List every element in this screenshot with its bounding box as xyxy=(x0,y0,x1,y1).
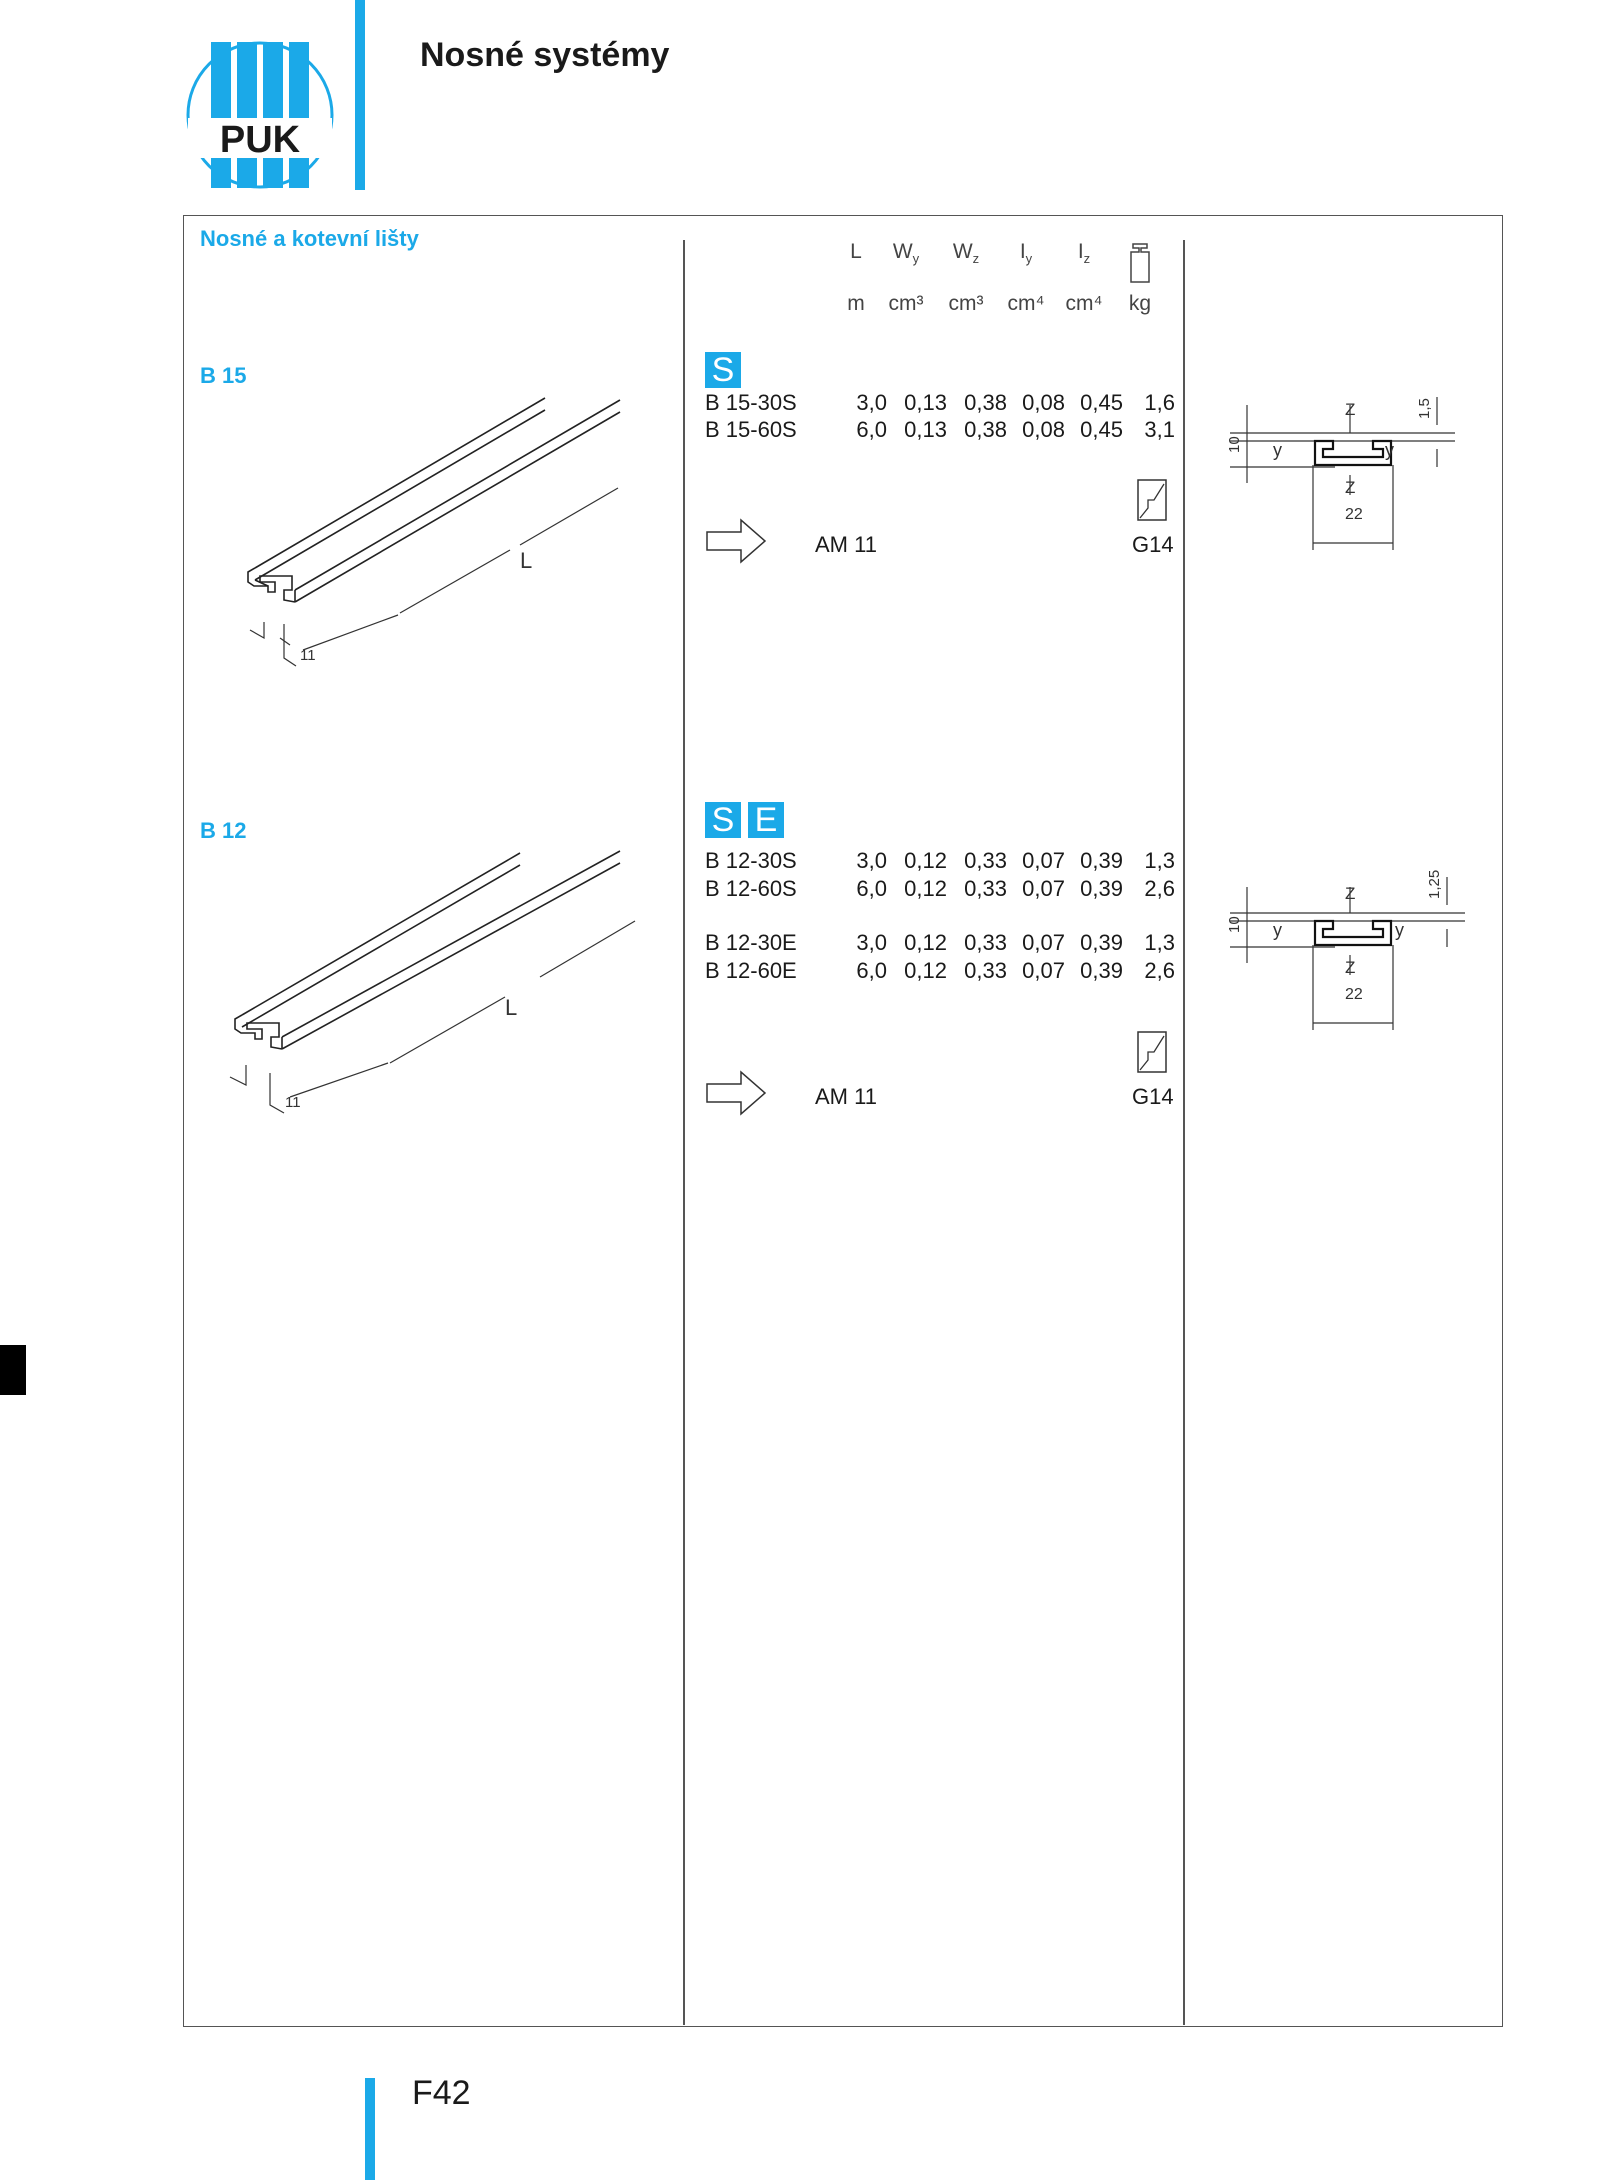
col-header-Iz: $I_z$ xyxy=(1077,240,1091,267)
col-unit-kg: kg xyxy=(1128,292,1152,315)
badge-E: E xyxy=(748,802,784,838)
accessory-ref: AM 11 xyxy=(815,532,877,557)
length-label: L xyxy=(505,995,518,1020)
logo-text: PUK xyxy=(219,119,301,161)
col-header-Wz: $W_z$ xyxy=(952,240,980,267)
width-label: 11 xyxy=(300,647,316,664)
product-name: B 15 xyxy=(200,363,247,388)
col-header-Wy: $W_y$ xyxy=(892,240,920,267)
page-title: Nosné systémy xyxy=(420,36,670,74)
axis-z-bottom: Z xyxy=(1345,478,1356,497)
footer-accent-bar xyxy=(365,2078,375,2180)
axis-y-left: y xyxy=(1273,440,1282,460)
badge-S: S xyxy=(705,802,741,838)
col-unit-Iy: cm⁴ xyxy=(1007,292,1045,315)
cross-section-drawing xyxy=(1225,385,1475,555)
accessory-ref: AM 11 xyxy=(815,1084,877,1109)
section-title: Nosné a kotevní lišty xyxy=(200,226,419,251)
width-label: 11 xyxy=(285,1094,301,1111)
product-name: B 12 xyxy=(200,818,247,843)
axis-y-right: y xyxy=(1395,920,1404,940)
sheet-ref: G14 xyxy=(1132,1084,1174,1109)
axis-y-right: y xyxy=(1385,440,1394,460)
col-unit-Iz: cm⁴ xyxy=(1065,292,1103,315)
rail-drawing xyxy=(220,845,640,1125)
puk-logo xyxy=(185,40,335,190)
arrow-right-icon xyxy=(705,518,769,564)
col-unit-Wy: cm³ xyxy=(888,292,924,315)
dim-height: 10 xyxy=(1226,436,1243,453)
axis-z-top: Z xyxy=(1345,400,1356,419)
axis-z-top: Z xyxy=(1345,884,1356,903)
cross-section-drawing xyxy=(1225,865,1475,1035)
sheet-icon xyxy=(1136,478,1168,522)
dim-height: 10 xyxy=(1226,916,1243,933)
dim-thickness: 1,25 xyxy=(1426,869,1443,899)
dim-width: 22 xyxy=(1345,986,1363,1003)
col-header-Iy: $I_y$ xyxy=(1019,240,1033,267)
badge-S: S xyxy=(705,352,741,388)
sheet-icon xyxy=(1136,1030,1168,1074)
side-tab-marker xyxy=(0,1345,26,1395)
axis-y-left: y xyxy=(1273,920,1282,940)
sheet-ref: G14 xyxy=(1132,532,1174,557)
length-label: L xyxy=(520,548,533,573)
dim-thickness: 1,5 xyxy=(1416,398,1433,419)
arrow-right-icon xyxy=(705,1070,769,1116)
weight-icon xyxy=(1124,240,1156,284)
column-divider-2 xyxy=(1183,240,1185,2025)
dim-width: 22 xyxy=(1345,506,1363,523)
rail-drawing xyxy=(220,390,640,670)
header-accent-bar xyxy=(355,0,365,190)
page-number: F42 xyxy=(412,2074,471,2112)
axis-z-bottom: Z xyxy=(1345,958,1356,977)
col-unit-L: m xyxy=(847,292,865,315)
col-unit-Wz: cm³ xyxy=(948,292,984,315)
column-divider-1 xyxy=(683,240,685,2025)
col-header-L: L xyxy=(850,240,862,263)
